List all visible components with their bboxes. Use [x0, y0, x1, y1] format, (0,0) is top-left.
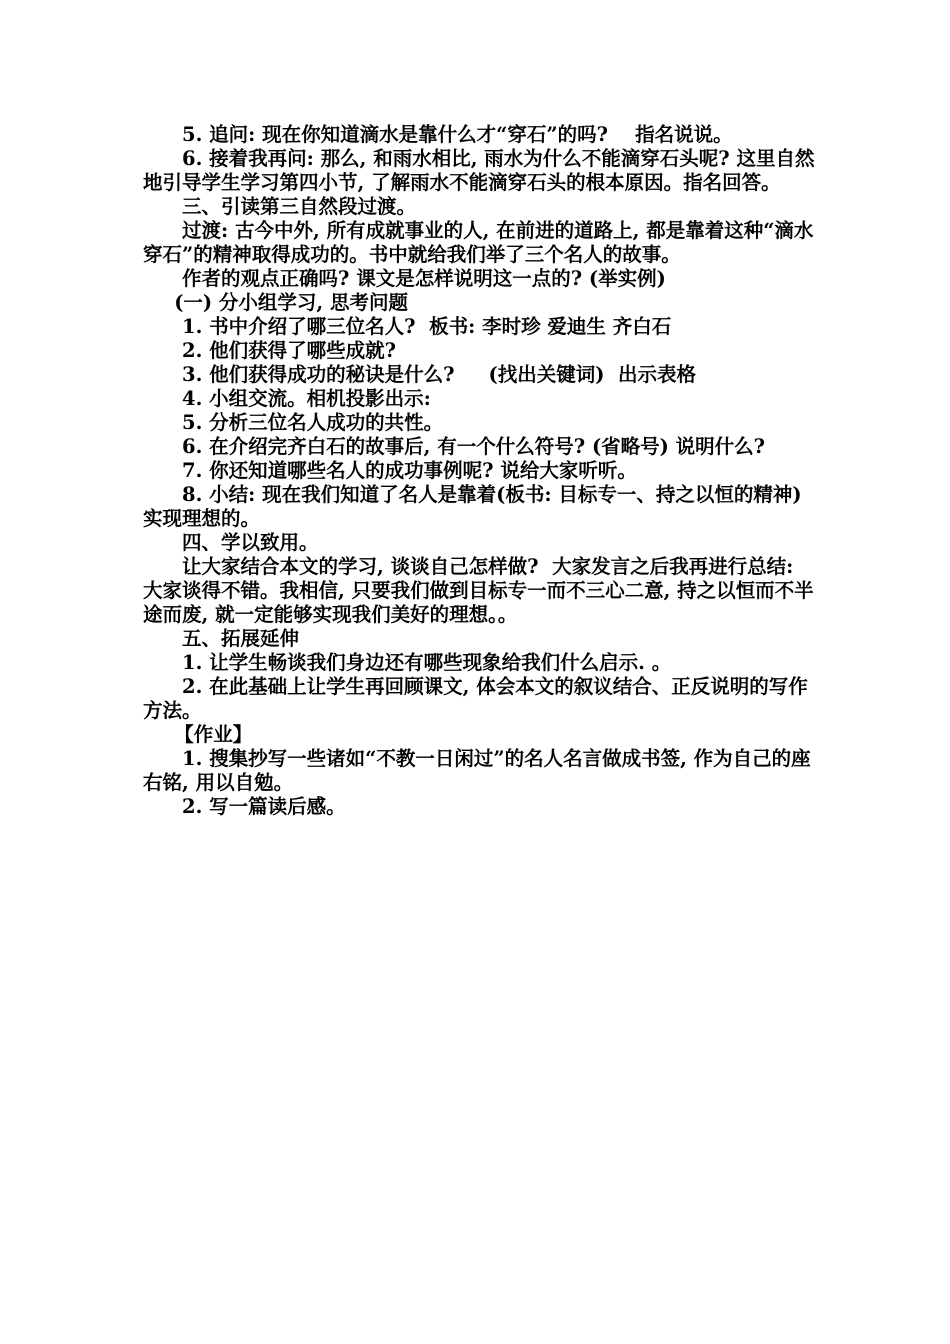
list-item-4: 4. 小组交流。相机投影出示: [182, 387, 431, 410]
list-item-5: 5. 分析三位名人成功的共性。 [182, 411, 444, 434]
list-item-7: 7. 你还知道哪些名人的成功事例呢? 说给大家听听。 [182, 459, 637, 482]
paragraph-question: 作者的观点正确吗? 课文是怎样说明这一点的? (举实例) [182, 267, 666, 290]
list-item-3: 3. 他们获得成功的秘诀是什么? (找出关键词) 出示表格 [182, 363, 697, 386]
section-heading-3: 三、引读第三自然段过渡。 [182, 195, 417, 218]
extension-item-2: 2. 在此基础上让学生再回顾课文, 体会本文的叙议结合、正反说明的写作方法。 [143, 675, 808, 722]
section-heading-5: 五、拓展延伸 [182, 627, 300, 650]
section-heading-4: 四、学以致用。 [182, 531, 319, 554]
homework-heading: 【作业】 [174, 723, 253, 746]
paragraph-transition: 过渡: 古今中外, 所有成就事业的人, 在前进的道路上, 都是靠着这种“滴水穿石”的精神取得成功的。书中就给我们举了三个名人的故事。 [143, 219, 814, 266]
paragraph-application: 让大家结合本文的学习, 谈谈自己怎样做? 大家发言之后我再进行总结: 大家谈得不错。我相信, 只要我们做到目标专一而不三心二意, 持之以恒而不半途而废, 就一定能够实现我们美好的理想。。 [143, 555, 814, 626]
paragraph-step-5: 5. 追问: 现在你知道滴水是靠什么才“穿石”的吗? 指名说说。 [182, 123, 733, 146]
document-body [143, 123, 815, 819]
list-item-6: 6. 在介绍完齐白石的故事后, 有一个什么符号? (省略号) 说明什么? [182, 435, 766, 458]
list-item-2: 2. 他们获得了哪些成就? [182, 339, 397, 362]
paragraph-step-6: 6. 接着我再问: 那么, 和雨水相比, 雨水为什么不能滴穿石头呢? 这里自然地引导学生学习第四小节, 了解雨水不能滴穿石头的根本原因。指名回答。 [143, 147, 815, 194]
list-item-8: 8. 小结: 现在我们知道了名人是靠着(板书: 目标专一、持之以恒的精神) 实现理想的。 [143, 483, 809, 530]
homework-item-1: 1. 搜集抄写一些诸如“不教一日闲过”的名人名言做成书签, 作为自己的座右铭, 用以自勉。 [143, 747, 811, 794]
extension-item-1: 1. 让学生畅谈我们身边还有哪些现象给我们什么启示. 。 [182, 651, 672, 674]
subsection-heading-1: (一) 分小组学习, 思考问题 [174, 291, 409, 314]
homework-item-2: 2. 写一篇读后感。 [182, 795, 346, 818]
list-item-1: 1. 书中介绍了哪三位名人? 板书: 李时珍 爱迪生 齐白石 [182, 315, 672, 338]
